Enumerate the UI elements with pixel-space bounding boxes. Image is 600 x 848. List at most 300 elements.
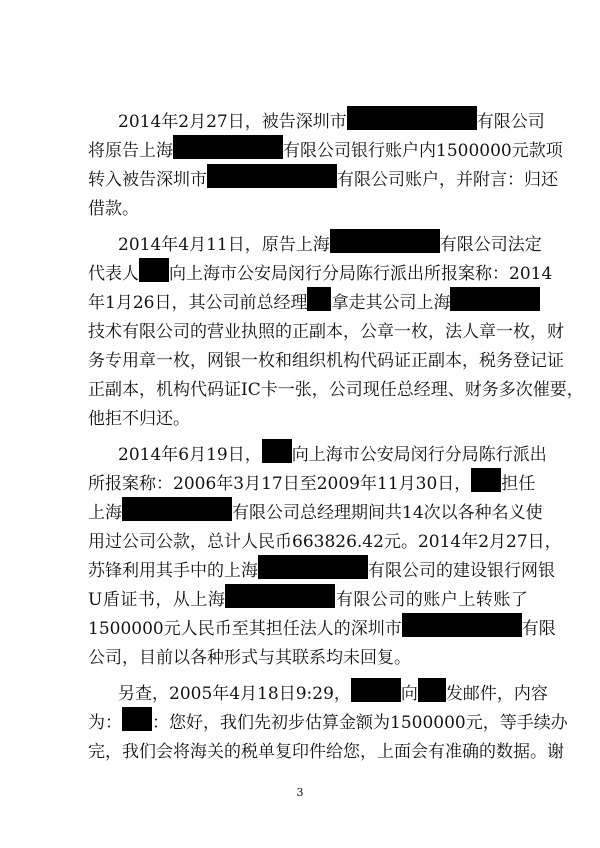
text-glyph: 面 — [394, 742, 411, 762]
text-glyph: 市 — [384, 619, 402, 639]
text-glyph: 有 — [232, 503, 249, 523]
text-glyph: 另 — [118, 684, 135, 704]
text-glyph: 各 — [457, 503, 475, 523]
text-glyph: 上 — [139, 141, 156, 161]
text-glyph: 年 — [461, 532, 479, 552]
text-glyph: 司 — [419, 561, 436, 581]
text-glyph: 有 — [368, 561, 385, 581]
text-glyph: 年 — [161, 112, 179, 132]
text-glyph: 间 — [368, 503, 385, 523]
redaction-block — [351, 678, 401, 702]
text-glyph: 出 — [529, 445, 547, 465]
text-glyph: 将 — [173, 742, 190, 762]
redaction-block — [262, 439, 292, 463]
text-glyph: 其 — [248, 619, 266, 639]
redaction-block — [122, 707, 152, 731]
text-glyph: ， — [152, 684, 169, 704]
text-glyph: 2014 — [118, 112, 162, 132]
text-glyph: 织 — [309, 351, 326, 371]
redaction-block — [471, 468, 501, 492]
text-glyph: 副 — [105, 380, 122, 400]
text-glyph: 总 — [256, 293, 274, 313]
text-glyph: 18 — [257, 684, 279, 704]
text-glyph: 公 — [266, 503, 283, 523]
text-glyph: 数 — [496, 742, 513, 762]
text-glyph: 副 — [428, 351, 445, 371]
text-glyph: 11 — [377, 474, 399, 494]
text-glyph: ， — [482, 713, 500, 733]
text-line — [88, 499, 543, 527]
text-glyph: 年 — [88, 293, 105, 313]
text-glyph: 限 — [493, 112, 511, 132]
text-glyph: 分 — [444, 445, 462, 465]
text-glyph: 章 — [139, 351, 156, 371]
text-glyph: 称 — [139, 474, 156, 494]
text-glyph: 有 — [476, 112, 494, 132]
text-glyph: 2009 — [316, 474, 360, 494]
text-line — [88, 586, 528, 614]
text-glyph: 我 — [220, 713, 237, 733]
text-glyph: 义 — [508, 503, 526, 523]
text-glyph: 内 — [513, 684, 531, 704]
text-glyph: 币 — [214, 619, 232, 639]
text-glyph: 务 — [88, 351, 105, 371]
text-glyph: 续 — [533, 713, 551, 733]
text-glyph: 司 — [139, 532, 156, 552]
text-glyph: 经 — [273, 293, 291, 313]
text-glyph: 码 — [207, 380, 224, 400]
text-glyph: 拿 — [331, 293, 349, 313]
text-glyph: 办 — [550, 713, 568, 733]
text-glyph: ： — [152, 713, 169, 733]
text-glyph: 理 — [430, 380, 448, 400]
text-glyph: 年 — [212, 684, 230, 704]
text-glyph: 件 — [479, 684, 497, 704]
text-glyph: 公 — [360, 322, 377, 342]
text-glyph: 公 — [122, 532, 139, 552]
text-glyph: 公 — [156, 532, 173, 552]
text-glyph: 告 — [278, 112, 296, 132]
text-glyph: 市 — [329, 112, 347, 132]
text-glyph: 海 — [203, 264, 220, 284]
text-glyph: 机 — [326, 351, 343, 371]
text-glyph: 款 — [528, 141, 546, 161]
text-glyph: 月 — [189, 445, 207, 465]
text-glyph: 书 — [137, 590, 155, 610]
text-glyph: 额 — [356, 713, 373, 733]
text-line — [88, 528, 562, 556]
redaction-block — [173, 135, 283, 159]
text-glyph: 圳 — [173, 170, 190, 190]
text-glyph: 我 — [122, 742, 139, 762]
text-glyph: ， — [428, 322, 445, 342]
text-glyph: 30 — [415, 474, 438, 494]
text-glyph: 公 — [359, 445, 377, 465]
text-glyph: 月 — [244, 474, 262, 494]
text-glyph: 局 — [461, 445, 479, 465]
text-line — [88, 347, 564, 375]
text-glyph: 日 — [227, 112, 245, 132]
text-glyph: 法 — [299, 619, 317, 639]
text-glyph: ， — [360, 742, 377, 762]
text-glyph: 向 — [400, 684, 418, 704]
text-glyph: ， — [155, 590, 173, 610]
text-glyph: 印 — [292, 742, 309, 762]
text-glyph: 入 — [105, 170, 122, 190]
text-glyph: 报 — [441, 264, 458, 284]
text-glyph: 年 — [161, 445, 179, 465]
text-glyph: 总 — [300, 503, 317, 523]
text-glyph: 公 — [371, 170, 388, 190]
text-glyph: 上 — [377, 742, 394, 762]
text-glyph: 司 — [283, 503, 300, 523]
text-glyph: 年 — [360, 474, 377, 494]
text-glyph: 14 — [402, 503, 424, 523]
text-glyph: 上 — [186, 264, 203, 284]
text-glyph: 月 — [240, 684, 258, 704]
text-glyph: 本 — [122, 380, 139, 400]
text-line — [118, 441, 547, 469]
text-glyph: 有 — [428, 742, 445, 762]
text-glyph: 限 — [538, 619, 556, 639]
text-glyph: 限 — [354, 170, 371, 190]
text-glyph: 市 — [342, 445, 360, 465]
text-glyph: 4 — [229, 684, 241, 704]
text-line — [88, 260, 553, 288]
text-glyph: 所 — [88, 474, 105, 494]
text-run: 公司，目前以各种形式与其联系均未回复。 — [88, 648, 411, 668]
text-glyph: 金 — [339, 713, 356, 733]
text-glyph: 日 — [282, 474, 300, 494]
text-glyph: 代 — [190, 380, 207, 400]
text-glyph: 人 — [462, 322, 479, 342]
text-glyph: 财 — [464, 380, 482, 400]
text-glyph: ， — [203, 713, 220, 733]
text-glyph: 向 — [169, 264, 186, 284]
text-glyph: 先 — [254, 713, 271, 733]
text-glyph: 码 — [377, 351, 394, 371]
text-glyph: 、 — [447, 380, 465, 400]
text-glyph: 司 — [345, 380, 363, 400]
text-glyph: 有 — [439, 235, 457, 255]
text-glyph: 转 — [88, 170, 105, 190]
text-glyph: 公 — [473, 235, 491, 255]
text-glyph: 月 — [115, 293, 133, 313]
text-glyph: 为 — [88, 713, 105, 733]
text-glyph: 准 — [445, 742, 462, 762]
text-glyph: 元 — [383, 532, 401, 552]
text-glyph: 用 — [139, 561, 156, 581]
redaction-block — [122, 497, 232, 521]
text-glyph: 海 — [190, 742, 207, 762]
text-glyph: 告 — [139, 170, 156, 190]
text-glyph: 司 — [388, 590, 406, 610]
text-glyph: 年 — [216, 474, 234, 494]
text-glyph: 营 — [207, 322, 224, 342]
text-glyph: 其 — [365, 293, 383, 313]
text-glyph: 副 — [309, 322, 326, 342]
text-glyph: 。 — [400, 532, 418, 552]
text-glyph: 担 — [501, 474, 519, 494]
text-glyph: 理 — [290, 293, 308, 313]
text-glyph: 公 — [156, 322, 173, 342]
text-glyph: 公 — [382, 293, 400, 313]
text-glyph: 账 — [405, 170, 422, 190]
text-glyph: 理 — [334, 503, 351, 523]
text-glyph: 深 — [350, 619, 368, 639]
text-glyph: 账 — [423, 590, 441, 610]
text-line — [88, 289, 528, 317]
text-glyph: 会 — [156, 742, 173, 762]
text-glyph: 日 — [278, 684, 296, 704]
text-glyph: 好 — [186, 713, 203, 733]
text-glyph: 还 — [541, 170, 558, 190]
text-glyph: 闵 — [410, 445, 428, 465]
text-glyph: 网 — [207, 351, 224, 371]
text-glyph: 现 — [362, 380, 380, 400]
redaction-block — [139, 258, 169, 282]
text-glyph: 案 — [122, 474, 139, 494]
text-glyph: 一 — [241, 351, 258, 371]
text-glyph: 行 — [373, 264, 390, 284]
text-glyph: 您 — [343, 742, 360, 762]
text-glyph: 使 — [525, 503, 543, 523]
text-glyph: 告 — [122, 141, 139, 161]
text-glyph: 上 — [295, 235, 313, 255]
text-run: 借款。 — [88, 199, 139, 219]
text-glyph: 户 — [422, 170, 439, 190]
text-glyph: 正 — [88, 380, 105, 400]
text-glyph: 正 — [292, 322, 309, 342]
text-line — [88, 318, 564, 346]
text-line — [88, 738, 564, 766]
text-glyph: 海 — [156, 141, 173, 161]
text-glyph: 代 — [88, 264, 105, 284]
text-glyph: 中 — [190, 561, 207, 581]
text-glyph: 设 — [470, 561, 487, 581]
text-glyph: 了 — [510, 590, 528, 610]
text-glyph: 锋 — [105, 561, 122, 581]
text-glyph: 一 — [156, 351, 173, 371]
text-glyph: 组 — [292, 351, 309, 371]
redaction-block — [330, 229, 440, 253]
text-glyph: 建 — [453, 561, 470, 581]
text-glyph: 一 — [277, 380, 295, 400]
text-glyph: 上 — [88, 503, 105, 523]
text-line — [88, 615, 556, 643]
text-glyph: 26 — [132, 293, 155, 313]
text-glyph: ， — [105, 742, 122, 762]
page-number: 3 — [296, 786, 304, 799]
text-glyph: 网 — [521, 561, 538, 581]
text-glyph: 至 — [299, 474, 317, 494]
text-glyph: 行 — [427, 445, 445, 465]
text-glyph: ， — [439, 170, 456, 190]
text-glyph: 用 — [88, 532, 105, 552]
text-glyph: 17 — [261, 474, 283, 494]
text-glyph: 其 — [188, 293, 206, 313]
text-glyph: 们 — [237, 713, 254, 733]
text-glyph: 复 — [275, 742, 292, 762]
text-glyph: 日 — [227, 445, 245, 465]
text-glyph: 2014 — [417, 532, 462, 552]
text-glyph: ： — [492, 264, 509, 284]
text-glyph: 邮 — [462, 684, 480, 704]
text-glyph: 将 — [88, 141, 105, 161]
text-glyph: 人 — [122, 264, 139, 284]
text-glyph: 财 — [547, 322, 564, 342]
text-glyph: 市 — [190, 170, 207, 190]
text-glyph: 1 — [105, 293, 116, 313]
text-glyph: 转 — [475, 590, 493, 610]
text-glyph: 9:29 — [295, 684, 334, 704]
text-glyph: 民 — [258, 532, 275, 552]
text-glyph: ： — [507, 170, 524, 190]
text-glyph: 催 — [532, 380, 550, 400]
text-glyph: 任 — [518, 474, 536, 494]
text-glyph: 公 — [402, 561, 419, 581]
text-glyph: 照 — [258, 322, 275, 342]
text-glyph: 次 — [515, 380, 533, 400]
text-glyph: ， — [311, 380, 329, 400]
text-glyph: 限 — [353, 590, 371, 610]
text-glyph: 银 — [224, 351, 241, 371]
text-glyph: 圳 — [367, 619, 385, 639]
text-glyph: 圳 — [312, 112, 330, 132]
text-glyph: 银 — [351, 141, 368, 161]
text-glyph: 卡 — [260, 380, 278, 400]
text-glyph: 至 — [231, 619, 249, 639]
text-glyph: 手 — [516, 713, 534, 733]
text-glyph: 日 — [154, 293, 172, 313]
text-glyph: 户 — [440, 590, 458, 610]
text-glyph: 务 — [496, 351, 513, 371]
text-glyph: 账 — [493, 590, 511, 610]
text-glyph: 盾 — [102, 590, 120, 610]
text-glyph: 有 — [521, 619, 539, 639]
text-glyph: 任 — [379, 380, 397, 400]
text-glyph: 3 — [233, 474, 245, 494]
text-glyph: 安 — [376, 445, 394, 465]
text-glyph: ， — [190, 532, 207, 552]
text-glyph: 上 — [308, 445, 326, 465]
text-glyph: 容 — [530, 684, 548, 704]
text-glyph: 分 — [322, 264, 339, 284]
text-glyph: 被 — [261, 112, 279, 132]
text-glyph: 过 — [105, 532, 122, 552]
text-glyph: 定 — [524, 235, 542, 255]
text-glyph: 币 — [275, 532, 292, 552]
text-glyph: 市 — [220, 264, 237, 284]
text-glyph: 证 — [224, 380, 241, 400]
text-glyph: 并 — [456, 170, 473, 190]
redaction-block — [207, 164, 337, 188]
text-glyph: 陈 — [478, 445, 496, 465]
text-glyph: 前 — [239, 293, 257, 313]
text-glyph: U — [88, 590, 103, 610]
text-glyph: 构 — [173, 380, 190, 400]
text-glyph: 归 — [524, 170, 541, 190]
text-glyph: ， — [244, 445, 262, 465]
text-glyph: 从 — [172, 590, 190, 610]
text-glyph: 有 — [283, 141, 300, 161]
redaction-block — [225, 584, 335, 608]
redaction-block — [258, 555, 368, 579]
text-glyph: 深 — [295, 112, 313, 132]
text-glyph: 司 — [334, 141, 351, 161]
text-glyph: 行 — [305, 264, 322, 284]
text-glyph: 限 — [456, 235, 474, 255]
text-glyph: 上 — [416, 293, 434, 313]
text-glyph: 局 — [393, 445, 411, 465]
text-glyph: ， — [190, 351, 207, 371]
text-glyph: 海 — [325, 445, 343, 465]
text-glyph: 总 — [396, 380, 414, 400]
text-glyph: 司 — [388, 170, 405, 190]
text-glyph: 多 — [498, 380, 516, 400]
text-glyph: ， — [544, 532, 562, 552]
text-glyph: 行 — [504, 561, 521, 581]
text-glyph: 枚 — [513, 322, 530, 342]
text-glyph: ， — [244, 235, 262, 255]
text-glyph: 给 — [326, 742, 343, 762]
text-glyph: 张 — [294, 380, 312, 400]
text-glyph: 的 — [479, 742, 496, 762]
text-glyph: ， — [530, 322, 547, 342]
text-glyph: 日 — [527, 532, 545, 552]
text-glyph: 所 — [424, 264, 441, 284]
text-glyph: 人 — [316, 619, 334, 639]
text-glyph: 日 — [437, 474, 455, 494]
text-glyph: 其 — [156, 561, 173, 581]
text-glyph: 限 — [139, 322, 156, 342]
text-glyph: 本 — [445, 351, 462, 371]
text-glyph: 闵 — [288, 264, 305, 284]
text-glyph: 苏 — [88, 561, 105, 581]
text-glyph: 法 — [445, 322, 462, 342]
text-glyph: 海 — [241, 561, 258, 581]
text-glyph: 月 — [189, 112, 207, 132]
text-glyph: 公 — [205, 293, 223, 313]
text-glyph: 公 — [328, 380, 346, 400]
text-glyph: 代 — [360, 351, 377, 371]
text-glyph: 名 — [491, 503, 509, 523]
text-glyph: 上 — [190, 590, 208, 610]
text-line — [88, 376, 584, 404]
text-glyph: 款 — [173, 532, 190, 552]
text-glyph: ， — [462, 351, 479, 371]
text-glyph: 章 — [377, 322, 394, 342]
text-line — [88, 166, 558, 194]
text-glyph: 据 — [513, 742, 530, 762]
text-glyph: 一 — [394, 322, 411, 342]
text-glyph: 的 — [224, 742, 241, 762]
text-glyph: 的 — [207, 561, 224, 581]
text-glyph: 总 — [207, 532, 224, 552]
text-line — [88, 470, 536, 498]
text-glyph: 和 — [275, 351, 292, 371]
text-glyph: 司 — [173, 322, 190, 342]
text-glyph: 记 — [530, 351, 547, 371]
text-glyph: 月 — [189, 235, 207, 255]
text-line — [118, 231, 542, 259]
text-glyph: 元 — [163, 619, 181, 639]
text-glyph: 司 — [399, 293, 417, 313]
text-glyph: 有 — [122, 322, 139, 342]
text-glyph: 的 — [275, 322, 292, 342]
text-glyph: 限 — [249, 503, 266, 523]
text-glyph: 确 — [462, 742, 479, 762]
